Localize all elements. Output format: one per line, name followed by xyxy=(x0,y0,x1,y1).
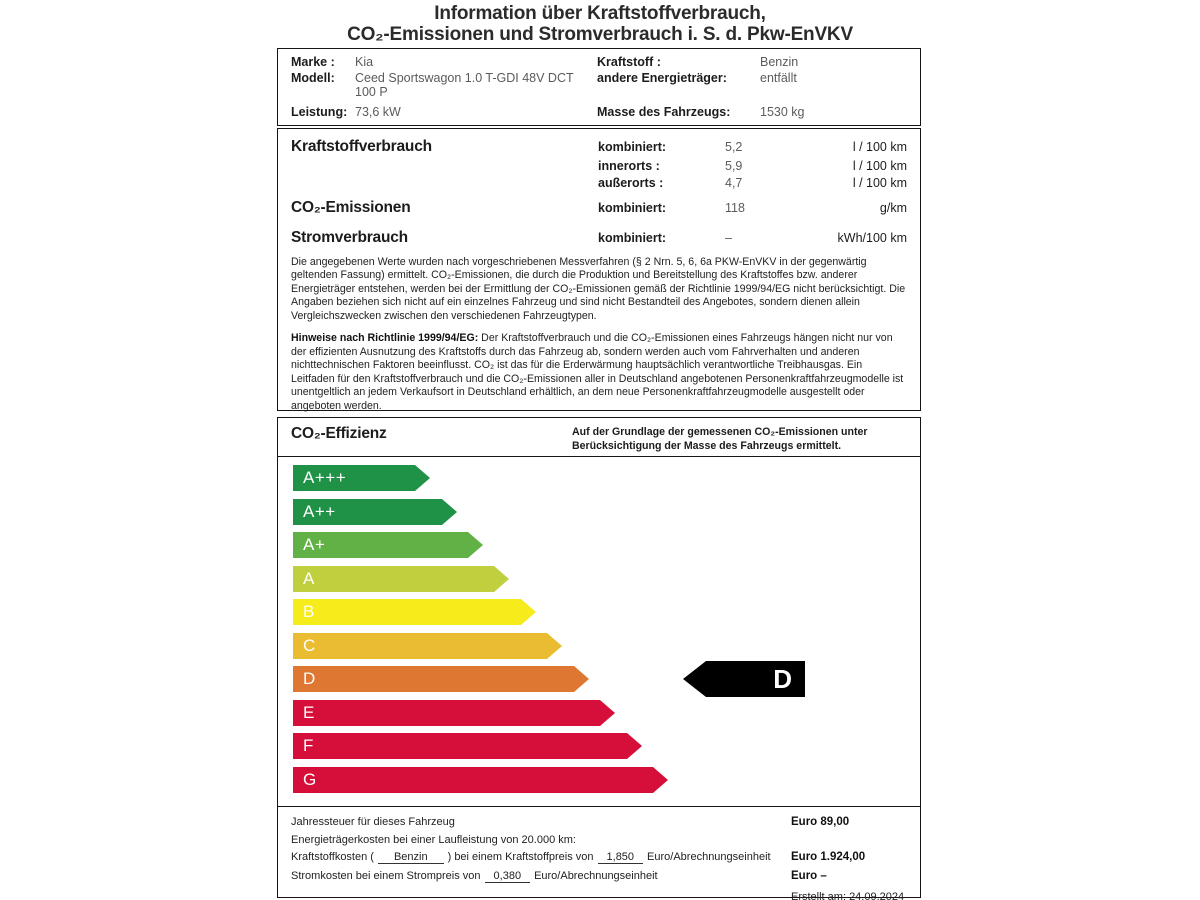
power-row xyxy=(291,105,597,120)
efficiency-class-bar xyxy=(293,666,574,692)
power-consumption-value: – xyxy=(725,231,732,245)
efficiency-class-arrow-tip xyxy=(521,599,536,625)
efficiency-class-label: F xyxy=(303,736,314,755)
power-value: 73,6 kW xyxy=(355,104,401,119)
directive-note-title: Hinweise nach Richtlinie 1999/94/EG: xyxy=(291,332,479,345)
energy-costs-label: Energieträgerkosten bei einer Laufleistung von 20.000 km: xyxy=(291,833,576,846)
consumption-value: 5,9 xyxy=(725,159,743,173)
efficiency-class-label: C xyxy=(303,635,316,655)
electricity-price-blank: 0,380 xyxy=(485,870,531,883)
efficiency-class-label: E xyxy=(303,702,315,722)
consumption-unit: l / 100 km xyxy=(852,159,907,173)
efficiency-class-row-a++ xyxy=(293,499,920,525)
power-label: Leistung: xyxy=(291,104,348,119)
model-label: Modell: xyxy=(291,70,335,85)
efficiency-class-bar xyxy=(293,599,521,625)
co2-efficiency-box xyxy=(277,417,921,898)
efficiency-subheading: Auf der Grundlage der gemessenen CO₂-Emissionen unter Berücksichtigung der Masse des Fahrzeugs ermittelt. xyxy=(572,426,868,452)
energy-costs-row xyxy=(291,834,907,846)
efficiency-class-label: G xyxy=(303,769,317,789)
efficiency-class-bar xyxy=(293,566,494,592)
created-date-row xyxy=(291,891,907,900)
efficiency-class-label: A+ xyxy=(303,535,326,554)
efficiency-class-row-d xyxy=(293,663,920,694)
brand-label: Marke : xyxy=(291,55,335,69)
fuel-costs-value: Euro 1.924,00 xyxy=(791,851,866,863)
other-energy-label: andere Energieträger: xyxy=(597,70,727,85)
power-consumption-row xyxy=(291,229,907,247)
scope-label: kombiniert: xyxy=(598,231,667,245)
fuel-type-value: Benzin xyxy=(760,55,799,69)
vehicle-info-left-column xyxy=(291,55,597,120)
efficiency-class-row-f xyxy=(293,733,920,759)
efficiency-class-arrow-tip xyxy=(494,566,509,592)
fuel-type-row xyxy=(597,55,907,70)
efficiency-class-arrow-tip xyxy=(468,532,483,558)
efficiency-class-arrow-tip xyxy=(600,700,615,726)
rating-marker xyxy=(683,661,805,697)
efficiency-header xyxy=(278,418,920,457)
fuel-consumption-row-combined xyxy=(291,138,907,156)
fuel-consumption-heading: Kraftstoffverbrauch xyxy=(291,138,432,155)
fuel-type-label: Kraftstoff : xyxy=(597,55,661,69)
efficiency-class-arrow-tip xyxy=(574,666,589,692)
directive-note xyxy=(291,332,907,413)
rating-marker-letter: D xyxy=(706,661,805,697)
electricity-costs-value: Euro – xyxy=(791,869,827,882)
efficiency-class-row-b xyxy=(293,599,920,625)
electricity-costs-label: Stromkosten bei einem Strompreis von 0,380 Euro/Abrechnungseinheit xyxy=(291,869,658,882)
efficiency-heading: CO₂-Effizienz xyxy=(291,425,387,442)
electricity-costs-row xyxy=(291,870,907,883)
annual-tax-label: Jahressteuer für dieses Fahrzeug xyxy=(291,816,455,828)
vehicle-info-box xyxy=(277,48,921,126)
efficiency-class-label: A xyxy=(303,568,315,588)
model-row xyxy=(291,71,597,100)
measurement-disclaimer: Die angegebenen Werte wurden nach vorgeschriebenen Messverfahren (§ 2 Nrn. 5, 6, 6a PKW-EnVKV in der gegenwärtig geltenden Fassung) ermittelt. CO₂-Emissionen, die durch die Produktion und Bereitstellung des Kraftstoffes bzw. anderer Energieträger entstehen, werden bei der Ermittlung der CO₂-Emissionen gemäß der Richtlinie 1999/94/EG nicht berücksichtigt. Die Angaben beziehen sich nicht auf ein einzelnes Fahrzeug und sind nicht Bestandteil des Angebotes, sondern dienen allein Vergleichszwecken zwischen den verschiedenen Fahrzeugtypen. xyxy=(291,256,906,322)
other-energy-value: entfällt xyxy=(760,70,797,85)
efficiency-class-row-a xyxy=(293,566,920,592)
efficiency-class-row-c xyxy=(293,633,920,659)
annual-tax-row xyxy=(291,816,907,828)
fuel-consumption-row-extra-urban xyxy=(291,176,907,190)
fuel-costs-row xyxy=(291,851,907,864)
costs-section xyxy=(278,807,920,900)
efficiency-class-arrow-tip xyxy=(415,465,430,491)
efficiency-class-bar xyxy=(293,633,547,659)
consumption-unit: l / 100 km xyxy=(852,176,907,190)
efficiency-class-bar xyxy=(293,733,627,759)
rating-marker-tip xyxy=(683,661,706,697)
efficiency-class-label: A+++ xyxy=(303,468,347,487)
power-consumption-unit: kWh/100 km xyxy=(837,231,907,245)
efficiency-class-row-e xyxy=(293,700,920,726)
page-title-line1: Information über Kraftstoffverbrauch, xyxy=(434,3,766,24)
efficiency-class-arrow-tip xyxy=(442,499,457,525)
efficiency-scale xyxy=(278,457,920,807)
efficiency-class-bar xyxy=(293,700,600,726)
efficiency-class-row-a+++ xyxy=(293,465,920,491)
efficiency-class-arrow-tip xyxy=(547,633,562,659)
mass-row xyxy=(597,105,907,120)
efficiency-class-label: D xyxy=(303,669,316,688)
efficiency-class-row-a+ xyxy=(293,532,920,558)
consumption-value: 4,7 xyxy=(725,176,743,190)
scope-label: außerorts : xyxy=(598,176,664,190)
co2-emissions-heading: CO₂-Emissionen xyxy=(291,199,411,216)
vehicle-info-right-column xyxy=(597,55,907,120)
efficiency-class-label: B xyxy=(303,602,315,621)
scope-label: innerorts : xyxy=(598,159,660,173)
efficiency-class-label: A++ xyxy=(303,501,336,521)
power-consumption-heading: Stromverbrauch xyxy=(291,229,408,246)
scope-label: kombiniert: xyxy=(598,201,667,215)
efficiency-class-bar xyxy=(293,532,468,558)
consumption-unit: l / 100 km xyxy=(852,140,907,154)
efficiency-class-bar xyxy=(293,767,653,793)
efficiency-class-row-g xyxy=(293,767,920,793)
brand-value: Kia xyxy=(355,55,374,69)
scope-label: kombiniert: xyxy=(598,140,667,154)
directive-note-body: Der Kraftstoffverbrauch und die CO₂-Emissionen eines Fahrzeugs hängen nicht nur von der effizienten Ausnutzung des Kraftstoffs durch das Fahrzeug ab, sondern werden auch vom Fahrverhalten und anderen nichttechnischen Faktoren beeinflusst. CO₂ ist das für die Erderwärmung hauptsächlich verantwortliche Treibhausgas. Ein Leitfaden für den Kraftstoffverbrauch und die CO₂-Emissionen aller in Deutschland angebotenen Personenkraftfahrzeugmodelle ist unentgeltlich an jedem Verkaufsort in Deutschland erhältlich, an dem neue Personenkraftfahrzeugmodelle ausgestellt oder angeboten werden. xyxy=(291,332,904,412)
co2-value: 118 xyxy=(725,201,745,215)
model-value: Ceed Sportswagon 1.0 T-GDI 48V DCT 100 P xyxy=(355,70,574,99)
page-title-line2: CO₂-Emissionen und Stromverbrauch i. S. d. Pkw-EnVKV xyxy=(347,24,853,46)
other-energy-row xyxy=(597,71,907,86)
efficiency-class-bar xyxy=(293,499,442,525)
page-title xyxy=(0,3,1200,46)
fuel-consumption-row-urban xyxy=(291,159,907,173)
co2-emissions-row xyxy=(291,199,907,217)
created-date: Erstellt am: 24.09.2024 xyxy=(791,890,905,900)
efficiency-class-arrow-tip xyxy=(627,733,642,759)
fuel-price-blank: 1,850 xyxy=(598,851,644,864)
annual-tax-value: Euro 89,00 xyxy=(791,816,850,828)
fuel-costs-label: Kraftstoffkosten ( Benzin ) bei einem Kraftstoffpreis von 1,850 Euro/Abrechnungseinheit xyxy=(291,851,771,863)
efficiency-class-arrow-tip xyxy=(653,767,668,793)
fuel-type-blank: Benzin xyxy=(378,851,444,864)
consumption-value: 5,2 xyxy=(725,140,743,154)
efficiency-class-bar xyxy=(293,465,415,491)
co2-unit: g/km xyxy=(879,201,907,215)
mass-label: Masse des Fahrzeugs: xyxy=(597,104,731,119)
brand-row xyxy=(291,55,597,70)
consumption-box xyxy=(277,128,921,411)
mass-value: 1530 kg xyxy=(760,104,805,119)
